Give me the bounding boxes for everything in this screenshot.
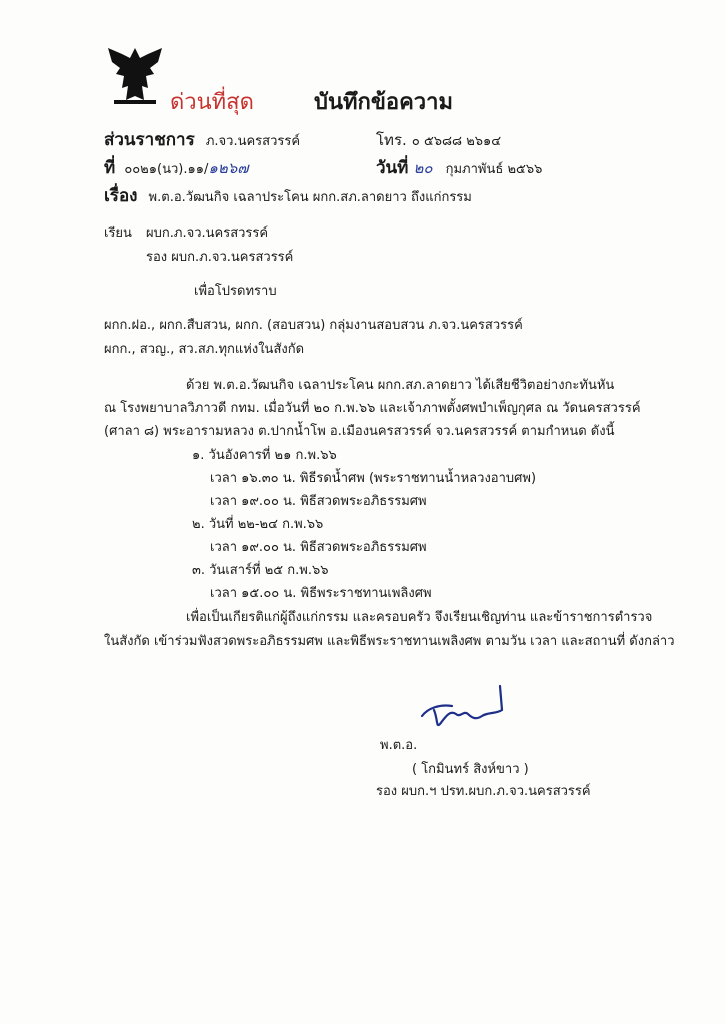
schedule-item: เวลา ๑๙.๐๐ น. พิธีสวดพระอภิธรรมศพ: [210, 494, 427, 509]
ref-value: ๐๐๒๑(นว).๑๑/: [124, 162, 209, 177]
recipient-2: รอง ผบก.ภ.จว.นครสวรรค์: [146, 250, 294, 265]
schedule-item: เวลา ๑๖.๓๐ น. พิธีรดน้ำศพ (พระราชทานน้ำหลวงอาบศพ): [210, 471, 537, 486]
recipient-1: ผบก.ภ.จว.นครสวรรค์: [146, 226, 269, 241]
phone-row: [376, 128, 501, 152]
schedule-day-1: ๑. วันอังคารที่ ๒๑ ก.พ.๖๖: [192, 448, 337, 463]
body-para1-line1: ด้วย พ.ต.อ.วัฒนกิจ เฉลาประโคน ผกก.สภ.ลาดยาว ได้เสียชีวิตอย่างกะทันหัน: [186, 378, 615, 393]
body-para2-line2: ในสังกัด เข้าร่วมฟังสวดพระอภิธรรมศพ และพิธีพระราชทานเพลิงศพ ตามวัน เวลา และสถานที่ ดังกล่าว: [104, 634, 675, 649]
garuda-emblem-icon: [104, 44, 166, 106]
schedule-day-3: ๓. วันเสาร์ที่ ๒๕ ก.พ.๖๖: [192, 563, 329, 578]
cc-line-2: ผกก., สวญ., สว.สภ.ทุกแห่งในสังกัด: [104, 342, 305, 357]
schedule-item: เวลา ๑๕.๐๐ น. พิธีพระราชทานเพลิงศพ: [210, 586, 432, 601]
subject-row: [104, 182, 472, 209]
urgency-stamp: ด่วนที่สุด: [170, 90, 254, 115]
purpose: เพื่อโปรดทราบ: [194, 284, 277, 299]
ref-label: ที่: [104, 158, 116, 178]
schedule-item: เวลา ๑๙.๐๐ น. พิธีสวดพระอภิธรรมศพ: [210, 540, 427, 555]
subject-label: เรื่อง: [104, 186, 138, 206]
handwritten-signature: [416, 680, 516, 734]
signer-position: รอง ผบก.ฯ ปรท.ผบก.ภ.จว.นครสวรรค์: [376, 784, 591, 799]
date-label: วันที่: [376, 158, 409, 178]
cc-line-1: ผกก.ฝอ., ผกก.สืบสวน, ผกก. (สอบสวน) กลุ่มงานสอบสวน ภ.จว.นครสวรรค์: [104, 318, 523, 333]
phone-label: โทร.: [376, 131, 407, 149]
dept-label: ส่วนราชการ: [104, 130, 195, 150]
signer-rank: พ.ต.อ.: [380, 738, 418, 753]
page-title: บันทึกข้อความ: [314, 90, 454, 115]
dept-row: [104, 126, 300, 153]
phone-value: ๐ ๕๖๘๘ ๒๖๑๔: [411, 134, 502, 149]
ref-handwritten: ๑๒๖๗: [208, 159, 249, 177]
subject-value: พ.ต.อ.วัฒนกิจ เฉลาประโคน ผกก.สภ.ลาดยาว ถึงแก่กรรม: [148, 190, 472, 205]
date-rest: กุมภาพันธ์ ๒๕๖๖: [445, 162, 543, 177]
signer-name: ( โกมินทร์ สิงห์ขาว ): [412, 762, 529, 777]
dept-value: ภ.จว.นครสวรรค์: [205, 134, 301, 149]
body-para2-line1: เพื่อเป็นเกียรติแก่ผู้ถึงแก่กรรม และครอบครัว จึงเรียนเชิญท่าน และข้าราชการตำรวจ: [186, 610, 653, 625]
body-para1-line2: ณ โรงพยาบาลวิภาวดี กทม. เมื่อวันที่ ๒๐ ก.พ.๖๖ และเจ้าภาพตั้งศพบำเพ็ญกุศล ณ วัดนครสวรรค์: [104, 401, 641, 416]
date-day-handwritten: ๒๐: [413, 159, 433, 177]
body-para1-line3: (ศาลา ๘) พระอารามหลวง ต.ปากน้ำโพ อ.เมืองนครสวรรค์ จว.นครสวรรค์ ตามกำหนด ดังนี้: [104, 424, 615, 439]
date-row: [376, 154, 542, 181]
schedule-day-2: ๒. วันที่ ๒๒-๒๔ ก.พ.๖๖: [192, 517, 324, 532]
ref-row: [104, 154, 249, 181]
salutation-label: เรียน: [104, 226, 132, 241]
